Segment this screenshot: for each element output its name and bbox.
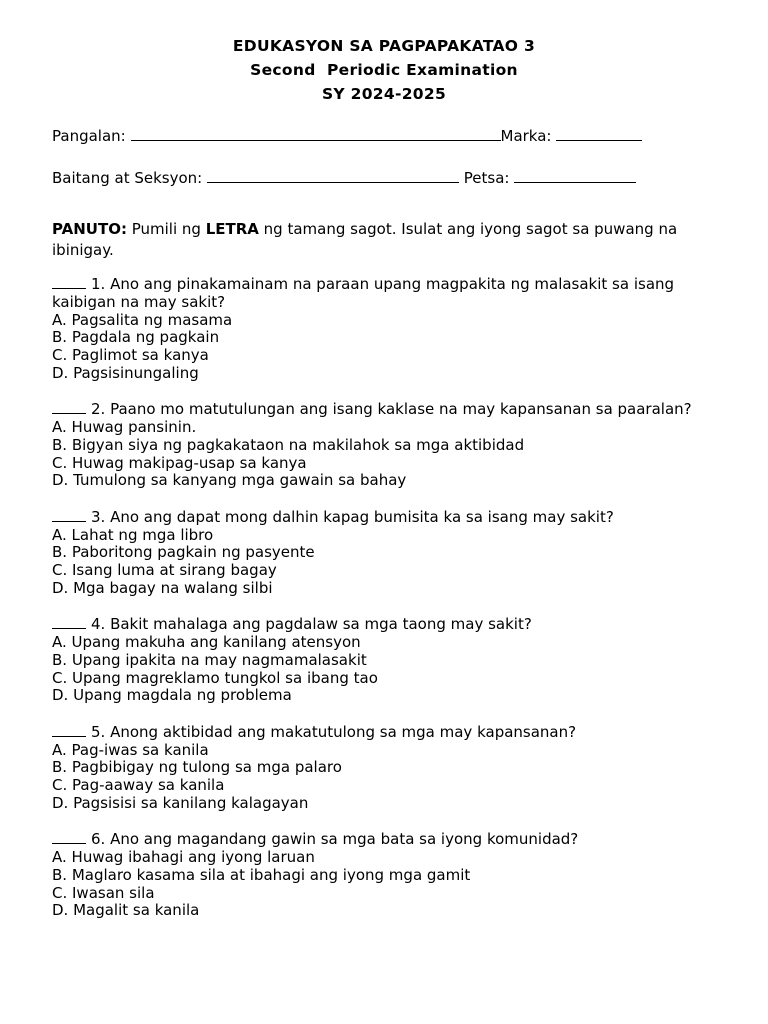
answer-choice: D. Tumulong sa kanyang mga gawain sa bahay (52, 471, 407, 490)
instructions-text-1: Pumili ng (126, 220, 206, 238)
answer-choice: D. Pagsisisi sa kanilang kalagayan (52, 793, 309, 812)
answer-choice: C. Iwasan sila (52, 883, 155, 902)
answer-choice: B. Maglaro kasama sila at ibahagi ang iyong mga gamit (52, 865, 471, 884)
answer-choice: B. Pagdala ng pagkain (52, 328, 220, 347)
instructions-text-2: ng tamang sagot. Isulat ang iyong sagot sa puwang na ibinigay. (52, 220, 678, 259)
answer-blank[interactable] (52, 615, 86, 629)
exam-title: EDUKASYON SA PAGPAPAKATAO 3 (232, 37, 536, 55)
date-label: Petsa: (463, 169, 510, 187)
score-label: Marka: (500, 127, 552, 145)
question-list (52, 275, 732, 938)
answer-choice: D. Mga bagay na walang silbi (52, 578, 273, 597)
answer-choice: B. Bigyan siya ng pagkakataon na makilahok sa mga aktibidad (52, 435, 525, 454)
answer-choice: C. Huwag makipag-usap sa kanya (52, 453, 307, 472)
date-field[interactable] (514, 168, 636, 183)
question-stem (52, 830, 732, 849)
instructions (52, 219, 722, 261)
question-text: 3. Ano ang dapat mong dalhin kapag bumisita ka sa isang may sakit? (91, 507, 614, 526)
answer-choice: D. Magalit sa kanila (52, 901, 200, 920)
answer-blank[interactable] (52, 723, 86, 737)
answer-choice: C. Pag-aaway sa kanila (52, 776, 225, 795)
name-field[interactable] (131, 126, 501, 141)
question-stem (52, 275, 732, 312)
question-item (52, 615, 732, 705)
answer-blank[interactable] (52, 830, 86, 844)
answer-choice: D. Upang magdala ng problema (52, 686, 292, 705)
question-text: 1. Ano ang pinakamainam na paraan upang magpakita ng malasakit sa isang kaibigan na may sakit? (52, 275, 675, 311)
instructions-lead: PANUTO: (52, 220, 127, 238)
question-text: 2. Paano mo matutulungan ang isang kaklase na may kapansanan sa paaralan? (91, 400, 692, 419)
question-item (52, 275, 732, 383)
answer-blank[interactable] (52, 400, 86, 414)
name-label: Pangalan: (52, 127, 126, 145)
answer-choice: C. Upang magreklamo tungkol sa ibang tao (52, 668, 378, 687)
answer-choice: A. Upang makuha ang kanilang atensyon (52, 633, 361, 652)
question-stem (52, 400, 732, 419)
answer-choice: B. Upang ipakita na may nagmamalasakit (52, 650, 367, 669)
school-year: SY 2024-2025 (321, 85, 447, 103)
answer-choice: C. Paglimot sa kanya (52, 346, 209, 365)
grade-date-row (52, 168, 732, 187)
exam-subtitle: Second Periodic Examination (250, 61, 518, 79)
question-text: 5. Anong aktibidad ang makatutulong sa mga may kapansanan? (91, 722, 577, 741)
question-item (52, 400, 732, 490)
question-stem (52, 615, 732, 634)
score-field[interactable] (556, 126, 642, 141)
answer-choice: A. Huwag pansinin. (52, 418, 197, 437)
answer-choice: A. Pagsalita ng masama (52, 310, 233, 329)
answer-blank[interactable] (52, 275, 86, 289)
answer-choice: D. Pagsisinungaling (52, 363, 199, 382)
question-item (52, 508, 732, 598)
answer-blank[interactable] (52, 508, 86, 522)
question-stem (52, 508, 732, 527)
answer-choice: B. Pagbibigay ng tulong sa mga palaro (52, 758, 342, 777)
question-item (52, 830, 732, 920)
answer-choice: A. Lahat ng mga libro (52, 525, 214, 544)
question-item (52, 723, 732, 813)
answer-choice: A. Huwag ibahagi ang iyong laruan (52, 848, 315, 867)
answer-choice: B. Paboritong pagkain ng pasyente (52, 543, 315, 562)
grade-section-label: Baitang at Seksyon: (52, 169, 203, 187)
exam-header (0, 34, 768, 106)
question-stem (52, 723, 732, 742)
answer-choice: C. Isang luma at sirang bagay (52, 561, 277, 580)
instructions-emphasis: LETRA (205, 220, 259, 238)
name-score-row (52, 126, 732, 145)
question-text: 6. Ano ang magandang gawin sa mga bata sa iyong komunidad? (91, 830, 579, 849)
question-text: 4. Bakit mahalaga ang pagdalaw sa mga taong may sakit? (91, 615, 532, 634)
grade-section-field[interactable] (207, 168, 459, 183)
answer-choice: A. Pag-iwas sa kanila (52, 740, 209, 759)
